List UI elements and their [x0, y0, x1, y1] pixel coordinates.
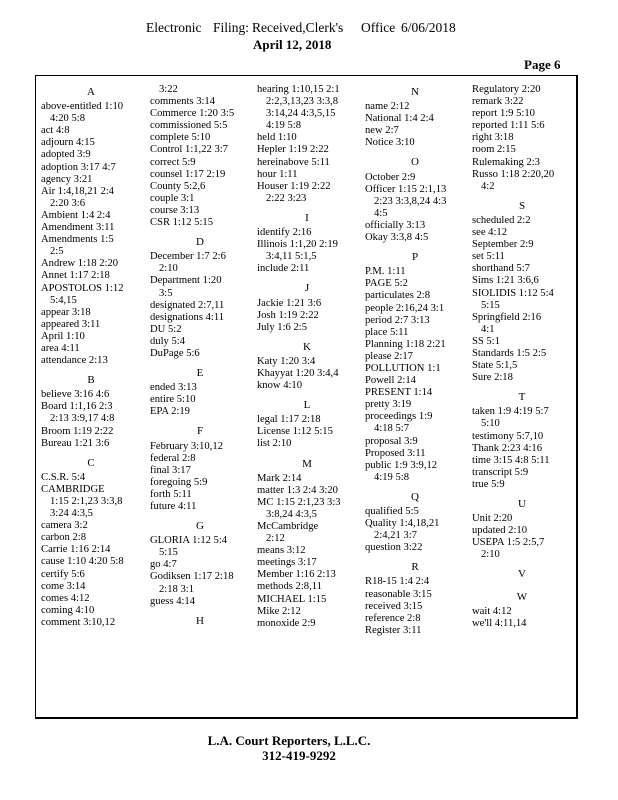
index-entry-continuation: 2:10 — [159, 263, 178, 275]
index-entry: right 3:18 — [472, 132, 514, 144]
index-letter-heading: E — [196, 367, 204, 380]
index-entry: September 2:9 — [472, 239, 534, 251]
index-entry: hour 1:11 — [257, 168, 298, 180]
index-entry: Katy 1:20 3:4 — [257, 355, 316, 367]
index-entry: certify 5:6 — [41, 568, 85, 580]
index-entry: report 1:9 5:10 — [472, 108, 535, 120]
index-letter-heading: B — [87, 374, 95, 387]
index-entry: DU 5:2 — [150, 323, 182, 335]
index-entry: USEPA 1:5 2:5,7 — [472, 537, 545, 549]
index-entry: come 3:14 — [41, 580, 86, 592]
index-entry-continuation: 2:22 3:23 — [266, 192, 307, 204]
index-entry: go 4:7 — [150, 559, 177, 571]
index-entry: PRESENT 1:14 — [365, 387, 433, 399]
index-letter-heading: O — [411, 156, 419, 169]
index-entry: pretty 3:19 — [365, 399, 412, 411]
index-entry: comes 4:12 — [41, 592, 90, 604]
stamp-received: Received,Clerk's — [252, 20, 344, 35]
index-entry: list 2:10 — [257, 438, 292, 450]
index-entry: testimony 5:7,10 — [472, 430, 544, 442]
index-entry: people 2:16,24 3:1 — [365, 302, 445, 314]
index-entry: adoption 3:17 4:7 — [41, 161, 116, 173]
index-entry: reported 1:11 5:6 — [472, 120, 545, 132]
index-entry: Carrie 1:16 2:14 — [41, 544, 111, 556]
index-entry: Sure 2:18 — [472, 372, 513, 384]
index-letter-heading: I — [305, 211, 309, 224]
index-entry: particulates 2:8 — [365, 290, 431, 302]
index-entry: above-entitled 1:10 — [41, 101, 124, 113]
index-entry: Josh 1:19 2:22 — [257, 309, 319, 321]
index-entry-continuation: 2:18 3:1 — [159, 583, 195, 595]
index-entry-continuation: 2:10 — [481, 549, 500, 561]
index-entry-continuation: 5:15 — [481, 299, 500, 311]
index-entry: adopted 3:9 — [41, 149, 91, 161]
index-entry: County 5:2,6 — [150, 180, 206, 192]
index-entry: Quality 1:4,18,21 — [365, 518, 440, 530]
index-entry-continuation: 2:23 3:3,8,24 4:3 — [374, 195, 447, 207]
index-entry: remark 3:22 — [472, 96, 524, 108]
index-letter-heading: A — [87, 86, 95, 98]
index-entry: C.S.R. 5:4 — [41, 471, 86, 483]
index-entry-continuation: 5:15 — [159, 547, 178, 559]
index-entry: agency 3:21 — [41, 173, 93, 185]
stamp-date: 6/06/2018 — [401, 20, 456, 35]
index-entry-continuation: 3:14,24 4:3,5,15 — [266, 108, 336, 120]
index-entry: Springfield 2:16 — [472, 311, 542, 323]
index-entry: name 2:12 — [365, 101, 410, 113]
index-letter-heading: N — [411, 86, 419, 98]
index-entry-continuation: 4:5 — [374, 207, 388, 219]
index-letter-heading: V — [518, 568, 526, 581]
index-entry: camera 3:2 — [41, 520, 88, 532]
index-entry: Rulemaking 2:3 — [472, 156, 540, 168]
index-entry: cause 1:10 4:20 5:8 — [41, 556, 124, 568]
index-entry: Hepler 1:19 2:22 — [257, 144, 329, 156]
index-entry: act 4:8 — [41, 125, 70, 137]
index-entry-continuation: 4:20 5:8 — [50, 113, 86, 125]
index-entry: comments 3:14 — [150, 96, 216, 108]
index-entry: Bureau 1:21 3:6 — [41, 437, 110, 449]
index-letter-heading: T — [518, 391, 526, 404]
index-letter-heading: U — [518, 498, 526, 510]
stamp-electronic: Electronic — [146, 20, 202, 35]
index-entry: know 4:10 — [257, 380, 303, 392]
index-entry: Member 1:16 2:13 — [257, 569, 336, 581]
index-entry-continuation: 3:22 — [159, 84, 178, 95]
index-entry: Annet 1:17 2:18 — [41, 270, 110, 282]
index-entry: P.M. 1:11 — [365, 266, 406, 278]
index-entry: Godiksen 1:17 2:18 — [150, 571, 234, 583]
index-entry: December 1:7 2:6 — [150, 251, 226, 263]
index-entry: monoxide 2:9 — [257, 617, 316, 629]
index-entry: wait 4:12 — [472, 605, 512, 617]
index-entry: commissioned 5:5 — [150, 120, 228, 132]
index-letter-heading: D — [196, 236, 204, 249]
index-entry: Illinois 1:1,20 2:19 — [257, 239, 338, 251]
index-entry: duly 5:4 — [150, 335, 186, 347]
index-entry: designations 4:11 — [150, 311, 225, 323]
index-entry: legal 1:17 2:18 — [257, 414, 321, 426]
index-entry: MICHAEL 1:15 — [257, 593, 327, 605]
index-entry: Mark 2:14 — [257, 472, 302, 484]
index-entry: forth 5:11 — [150, 488, 192, 500]
index-entry: CSR 1:12 5:15 — [150, 217, 213, 229]
index-entry: R18-15 1:4 2:4 — [365, 576, 430, 588]
index-entry: SIOLIDIS 1:12 5:4 — [472, 287, 554, 299]
index-entry: attendance 2:13 — [41, 355, 108, 367]
index-entry: future 4:11 — [150, 501, 197, 512]
index-entry: MC 1:15 2:1,23 3:3 — [257, 496, 341, 508]
index-entry: see 4:12 — [472, 227, 508, 239]
index-entry: updated 2:10 — [472, 525, 528, 537]
index-entry-continuation: 2:2,3,13,23 3:3,8 — [266, 96, 339, 108]
index-letter-heading: G — [196, 520, 204, 533]
index-entry-continuation: 1:15 2:1,23 3:3,8 — [50, 496, 123, 507]
index-entry: Ambient 1:4 2:4 — [41, 209, 111, 221]
index-column-2 — [150, 84, 250, 630]
index-entry: reference 2:8 — [365, 612, 421, 624]
index-entry: methods 2:8,11 — [257, 581, 322, 593]
index-letter-heading: C — [87, 456, 95, 469]
index-entry: Amendment 3:11 — [41, 222, 115, 234]
index-entry: reasonable 3:15 — [365, 588, 432, 600]
index-entry: new 2:7 — [365, 125, 399, 137]
index-letter-heading: M — [302, 457, 312, 470]
index-entry-continuation: 2:12 — [266, 533, 285, 545]
index-entry: Air 1:4,18,21 2:4 — [41, 185, 114, 197]
index-letter-heading: H — [196, 614, 204, 627]
index-entry: foregoing 5:9 — [150, 476, 208, 488]
index-entry: transcript 5:9 — [472, 466, 529, 478]
index-entry: matter 1:3 2:4 3:20 — [257, 484, 338, 496]
index-entry: time 3:15 4:8 5:11 — [472, 454, 550, 466]
index-entry: officially 3:13 — [365, 219, 426, 231]
index-entry: Control 1:1,22 3:7 — [150, 144, 228, 156]
index-letter-heading: L — [303, 399, 311, 412]
index-entry: October 2:9 — [365, 171, 416, 183]
stamp-filing: Filing: — [213, 20, 250, 35]
index-entry: complete 5:10 — [150, 132, 211, 144]
index-entry: comment 3:10,12 — [41, 616, 116, 628]
index-column-5 — [472, 84, 572, 630]
index-entry: counsel 1:17 2:19 — [150, 168, 226, 180]
index-entry-continuation: 2:13 3:9,17 4:8 — [50, 413, 115, 425]
index-entry: proposal 3:9 — [365, 435, 418, 447]
index-entry: February 3:10,12 — [150, 440, 223, 452]
index-entry: couple 3:1 — [150, 192, 195, 204]
index-entry-continuation: 3:4,11 5:1,5 — [266, 251, 317, 263]
index-entry: shorthand 5:7 — [472, 263, 530, 275]
index-entry: Thank 2:23 4:16 — [472, 442, 543, 454]
index-entry: public 1:9 3:9,12 — [365, 459, 438, 471]
index-entry: federal 2:8 — [150, 452, 196, 464]
index-entry: course 3:13 — [150, 204, 200, 216]
index-entry: National 1:4 2:4 — [365, 113, 434, 125]
index-entry-continuation: 5:4,15 — [50, 294, 77, 306]
index-entry: Board 1:1,16 2:3 — [41, 401, 113, 413]
index-entry: ended 3:13 — [150, 382, 197, 394]
index-entry: Regulatory 2:20 — [472, 84, 541, 95]
index-letter-heading: S — [518, 199, 526, 212]
index-entry: PAGE 5:2 — [365, 278, 408, 290]
index-entry-continuation: 3:24 4:3,5 — [50, 508, 93, 520]
index-column-3 — [257, 84, 357, 630]
index-entry: Officer 1:15 2:1,13 — [365, 183, 447, 195]
index-entry: Department 1:20 — [150, 275, 222, 287]
index-entry: McCambridge — [257, 521, 319, 532]
index-entry-continuation: 4:19 5:8 — [266, 120, 302, 132]
index-entry: received 3:15 — [365, 600, 423, 612]
index-entry: area 4:11 — [41, 342, 80, 354]
index-entry: adjourn 4:15 — [41, 137, 95, 149]
index-entry: Russo 1:18 2:20,20 — [472, 168, 555, 180]
index-entry: designated 2:7,11 — [150, 299, 225, 311]
index-entry: qualified 5:5 — [365, 506, 419, 517]
index-entry: set 5:11 — [472, 251, 505, 263]
index-entry: Proposed 3:11 — [365, 447, 426, 459]
index-frame — [35, 75, 578, 719]
index-entry: coming 4:10 — [41, 604, 95, 616]
index-column-4 — [365, 84, 465, 637]
index-entry: SS 5:1 — [472, 335, 500, 347]
index-entry: April 1:10 — [41, 330, 85, 342]
index-entry: Powell 2:14 — [365, 375, 416, 387]
index-entry: include 2:11 — [257, 263, 310, 275]
index-letter-heading: P — [411, 251, 419, 264]
index-entry: period 2:7 3:13 — [365, 314, 430, 326]
index-entry: Okay 3:3,8 4:5 — [365, 232, 429, 244]
index-entry: held 1:10 — [257, 132, 297, 144]
footer-company: L.A. Court Reporters, L.L.C. — [207, 733, 371, 748]
index-entry: Amendments 1:5 — [41, 234, 114, 246]
index-entry: Register 3:11 — [365, 624, 422, 636]
index-entry: Standards 1:5 2:5 — [472, 347, 547, 359]
index-entry: Planning 1:18 2:21 — [365, 338, 446, 350]
index-entry: correct 5:9 — [150, 156, 196, 168]
index-entry-continuation: 3:5 — [159, 287, 173, 299]
index-entry-continuation: 4:18 5:7 — [374, 423, 410, 435]
index-letter-heading: K — [303, 340, 311, 353]
index-entry-continuation: 4:19 5:8 — [374, 471, 410, 483]
index-entry: Mike 2:12 — [257, 605, 301, 617]
index-entry: room 2:15 — [472, 144, 516, 156]
index-entry: meetings 3:17 — [257, 557, 317, 569]
index-entry: hereinabove 5:11 — [257, 156, 330, 168]
index-entry: proceedings 1:9 — [365, 411, 433, 423]
index-letter-heading: W — [516, 590, 528, 603]
index-entry: Notice 3:10 — [365, 137, 415, 149]
index-entry: appeared 3:11 — [41, 318, 101, 330]
index-entry: final 3:17 — [150, 464, 191, 476]
index-entry-continuation: 2:20 3:6 — [50, 197, 86, 209]
index-entry: believe 3:16 4:6 — [41, 389, 110, 401]
index-entry: CAMBRIDGE — [41, 483, 105, 495]
index-entry: POLLUTION 1:1 — [365, 362, 441, 374]
index-entry: Sims 1:21 3:6,6 — [472, 275, 539, 287]
stamp-secondary-date: April 12, 2018 — [253, 37, 332, 52]
index-entry: Khayyat 1:20 3:4,4 — [257, 367, 339, 379]
index-entry: place 5:11 — [365, 326, 409, 338]
index-entry-continuation: 3:8,24 4:3,5 — [266, 508, 317, 520]
index-entry: taken 1:9 4:19 5:7 — [472, 406, 549, 418]
index-entry: EPA 2:19 — [150, 406, 190, 418]
index-entry: Andrew 1:18 2:20 — [41, 258, 119, 270]
index-entry: Commerce 1:20 3:5 — [150, 108, 235, 120]
index-entry: Jackie 1:21 3:6 — [257, 297, 322, 309]
index-entry: true 5:9 — [472, 478, 505, 490]
page-number: Page 6 — [524, 57, 561, 72]
footer-phone: 312-419-9292 — [262, 748, 336, 763]
index-entry: Houser 1:19 2:22 — [257, 180, 331, 192]
index-letter-heading: Q — [411, 490, 419, 503]
index-entry: Broom 1:19 2:22 — [41, 425, 114, 437]
index-entry: identify 2:16 — [257, 227, 312, 239]
index-entry: question 3:22 — [365, 542, 423, 554]
index-entry: July 1:6 2:5 — [257, 321, 308, 333]
index-entry: carbon 2:8 — [41, 532, 87, 544]
index-entry-continuation: 5:10 — [481, 418, 500, 430]
index-letter-heading: R — [411, 561, 419, 574]
index-entry-continuation: 4:1 — [481, 323, 495, 335]
index-entry-continuation: 2:5 — [50, 246, 64, 258]
index-entry: APOSTOLOS 1:12 — [41, 282, 124, 294]
index-entry: please 2:17 — [365, 350, 413, 362]
index-entry: scheduled 2:2 — [472, 214, 531, 226]
index-column-1 — [41, 84, 141, 629]
index-entry-continuation: 2:4,21 3:7 — [374, 530, 417, 542]
index-entry: appear 3:18 — [41, 306, 91, 318]
index-entry: means 3:12 — [257, 545, 306, 557]
index-entry: hearing 1:10,15 2:1 — [257, 84, 340, 95]
index-letter-heading: J — [304, 282, 310, 295]
index-entry: GLORIA 1:12 5:4 — [150, 535, 228, 547]
index-entry: Unit 2:20 — [472, 513, 513, 525]
index-entry: State 5:1,5 — [472, 360, 518, 372]
index-entry: entire 5:10 — [150, 394, 196, 406]
index-letter-heading: F — [196, 425, 204, 438]
index-entry-continuation: 4:2 — [481, 180, 495, 192]
index-entry: License 1:12 5:15 — [257, 426, 333, 438]
stamp-office: Office — [361, 20, 396, 35]
index-entry: we'll 4:11,14 — [472, 617, 527, 629]
index-entry: DuPage 5:6 — [150, 347, 200, 359]
index-entry: guess 4:14 — [150, 595, 196, 607]
